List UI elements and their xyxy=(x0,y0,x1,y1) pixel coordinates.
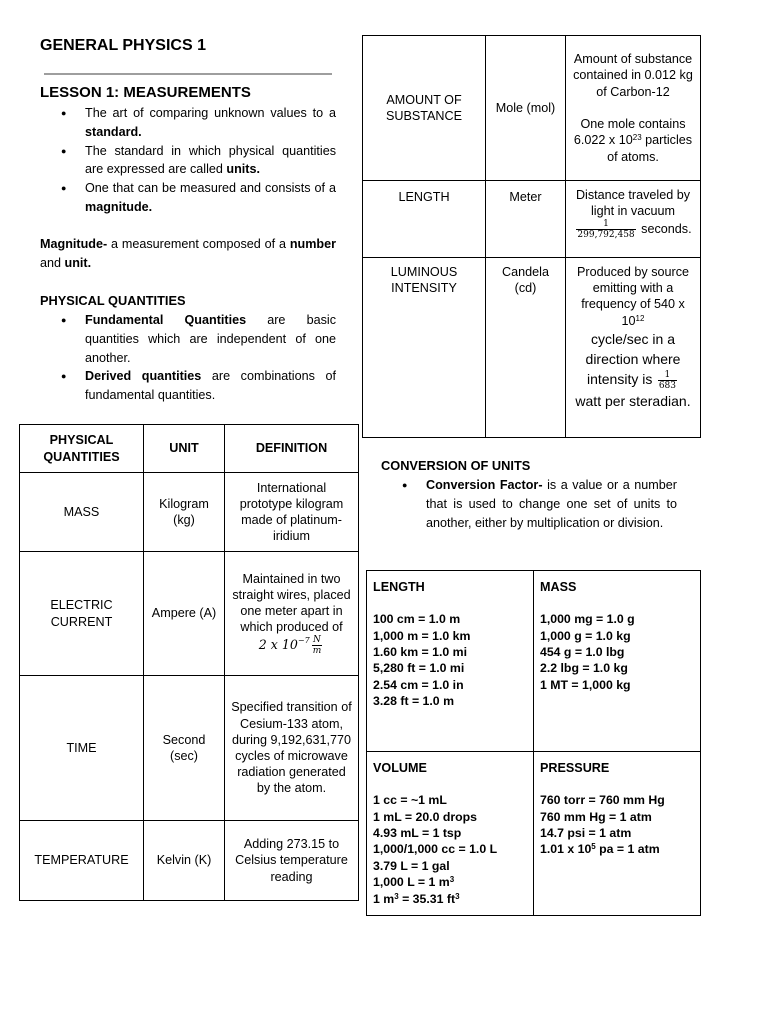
base-quantities-table-continued xyxy=(362,35,701,438)
list-item: ● Fundamental Quantities are basic quantities which are independent of one another. xyxy=(40,311,336,367)
list-item: ● The art of comparing unknown values to a standard. xyxy=(40,104,336,142)
definition-cell: Produced by source emitting with a frequency of 540 x $10^{12}$ cycle/sec in a direction where intensity is $\frac{1}{683}$ watt per steradian. xyxy=(566,258,701,438)
table-header-row xyxy=(20,425,359,473)
fraction: $\frac{1}{299,792,458}$ xyxy=(577,219,635,241)
unit-cell: Meter xyxy=(486,181,566,258)
list-item: ● Conversion Factor- is a value or a number that is used to change one set of units to another, either by multiplication or division. xyxy=(381,476,677,532)
table-row xyxy=(367,752,701,916)
document-title: GENERAL PHYSICS 1 xyxy=(40,37,206,54)
physical-quantities-heading: PHYSICAL QUANTITIES xyxy=(40,293,186,308)
quantity-cell: TEMPERATURE xyxy=(20,821,144,901)
mass-conversions: MASS 1,000 mg = 1.0 g 1,000 g = 1.0 kg 454 g = 1.0 lbg 2.2 lbg = 1.0 kg 1 MT = 1,000 kg xyxy=(534,571,701,752)
column-header: DEFINITION xyxy=(225,425,359,473)
quantity-cell: MASS xyxy=(20,473,144,552)
unit-cell: Candela (cd) xyxy=(486,258,566,438)
table-row xyxy=(20,676,359,821)
section-title: PRESSURE xyxy=(540,761,610,775)
table-row xyxy=(363,36,701,181)
unit-cell: Second (sec) xyxy=(144,676,225,821)
title-divider xyxy=(44,73,332,75)
quantity-cell: ELECTRIC CURRENT xyxy=(20,552,144,676)
table-row xyxy=(20,473,359,552)
table-row xyxy=(20,821,359,901)
list-item: ● Derived quantities are combinations of fundamental quantities. xyxy=(40,367,336,405)
section-title: VOLUME xyxy=(373,761,427,775)
fraction: $\frac{N}{m}$ xyxy=(312,635,322,657)
fraction: $\frac{1}{683}$ xyxy=(658,369,677,391)
definition-cell: Maintained in two straight wires, placed one meter apart in which produced of 2 x $10^{-7}$ $\frac{N}{m}$ xyxy=(225,552,359,676)
column-header: UNIT xyxy=(144,425,225,473)
conversion-bullet-list xyxy=(381,476,677,532)
lesson-heading: LESSON 1: MEASUREMENTS xyxy=(40,84,251,101)
quantity-cell: LUMINOUS INTENSITY xyxy=(363,258,486,438)
quantity-cell: TIME xyxy=(20,676,144,821)
table-row xyxy=(367,571,701,752)
section-title: MASS xyxy=(540,580,577,594)
table-row xyxy=(363,258,701,438)
section-title: LENGTH xyxy=(373,580,425,594)
volume-conversions: VOLUME 1 cc = ~1 mL 1 mL = 20.0 drops 4.93 mL = 1 tsp 1,000/1,000 cc = 1.0 L 3.79 L = 1 gal 1,000 L = 1 $m^3$ 1 $m^3 = 35.31$ $ft^3$ xyxy=(367,752,534,916)
length-conversions: LENGTH 100 cm = 1.0 m 1,000 m = 1.0 km 1.60 km = 1.0 mi 5,280 ft = 1.0 mi 2.54 cm = 1.0 in 3.28 ft = 1.0 m xyxy=(367,571,534,752)
intro-bullet-list xyxy=(40,104,336,217)
quantity-cell: AMOUNT OF SUBSTANCE xyxy=(363,36,486,181)
current-formula: 2 x $10^{-7}$ xyxy=(258,636,310,653)
magnitude-definition: Magnitude- a measurement composed of a number and unit. xyxy=(40,237,336,270)
unit-cell: Mole (mol) xyxy=(486,36,566,181)
definition-cell: Distance traveled by light in vacuum $\frac{1}{299,792,458}$ seconds. xyxy=(566,181,701,258)
pressure-conversions: PRESSURE 760 torr = 760 mm Hg 760 mm Hg = 1 atm 14.7 psi = 1 atm 1.01 x $10^5$ pa = 1 atm xyxy=(534,752,701,916)
unit-cell: Ampere (A) xyxy=(144,552,225,676)
quantities-bullet-list xyxy=(40,311,336,405)
definition-cell: International prototype kilogram made of platinum-iridium xyxy=(225,473,359,552)
unit-cell: Kelvin (K) xyxy=(144,821,225,901)
conversion-table xyxy=(366,570,701,916)
quantity-cell: LENGTH xyxy=(363,181,486,258)
list-item: ● The standard in which physical quantities are expressed are called units. xyxy=(40,142,336,180)
definition-cell: Specified transition of Cesium-133 atom, during 9,192,631,770 cycles of microwave radiation generated by the atom. xyxy=(225,676,359,821)
base-quantities-table xyxy=(19,424,359,901)
unit-cell: Kilogram (kg) xyxy=(144,473,225,552)
definition-cell: Adding 273.15 to Celsius temperature reading xyxy=(225,821,359,901)
table-row xyxy=(363,181,701,258)
definition-cell: Amount of substance contained in 0.012 kg of Carbon-12 One mole contains 6.022 x $10^{23}$ particles of atoms. xyxy=(566,36,701,181)
table-row xyxy=(20,552,359,676)
column-header: PHYSICAL QUANTITIES xyxy=(20,425,144,473)
list-item: ● One that can be measured and consists of a magnitude. xyxy=(40,179,336,217)
conversion-heading: CONVERSION OF UNITS xyxy=(381,458,531,473)
